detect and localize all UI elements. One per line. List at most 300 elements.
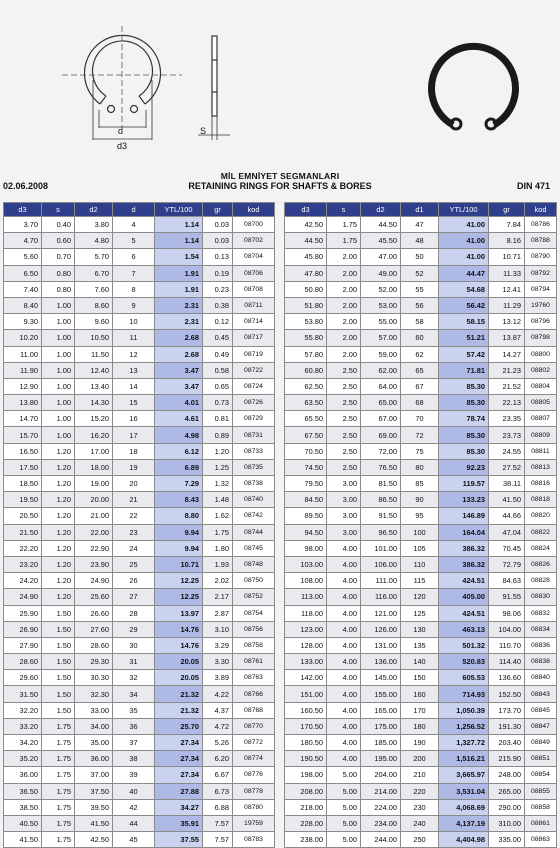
table-cell: 21.00: [75, 508, 113, 524]
table-cell: 30.30: [75, 670, 113, 686]
table-cell: 424.51: [439, 605, 489, 621]
table-cell: 4.00: [327, 751, 361, 767]
table-row: [285, 249, 557, 265]
table-cell: 14.76: [155, 621, 203, 637]
table-cell: 37.50: [75, 783, 113, 799]
table-cell: 4.37: [203, 702, 233, 718]
table-cell: 74.50: [285, 459, 327, 475]
table-row: [285, 395, 557, 411]
table-cell: 131.00: [361, 637, 401, 653]
column-header: d: [113, 203, 155, 217]
table-cell: 47.04: [489, 524, 525, 540]
table-cell: 104.00: [489, 621, 525, 637]
table-cell: 75: [401, 443, 439, 459]
table-cell: 136.60: [489, 670, 525, 686]
table-cell: 5.26: [203, 735, 233, 751]
table-cell: 152.50: [489, 686, 525, 702]
table-cell: 180: [401, 718, 439, 734]
table-row: [285, 605, 557, 621]
table-cell: 19760: [525, 297, 557, 313]
table-cell: 4.00: [327, 718, 361, 734]
table-row: [285, 378, 557, 394]
table-cell: 35: [113, 702, 155, 718]
table-cell: 90: [401, 492, 439, 508]
table-cell: 5.60: [4, 249, 42, 265]
table-cell: 215.90: [489, 751, 525, 767]
table-cell: 9.60: [75, 314, 113, 330]
table-cell: 3.30: [203, 654, 233, 670]
table-cell: 1.20: [42, 508, 75, 524]
table-cell: 31: [113, 654, 155, 670]
table-cell: 11.00: [4, 346, 42, 362]
table-cell: 08790: [525, 249, 557, 265]
table-cell: 0.03: [203, 217, 233, 233]
table-cell: 67: [401, 378, 439, 394]
table-cell: 71.81: [439, 362, 489, 378]
table-cell: 08811: [525, 443, 557, 459]
table-cell: 203.40: [489, 735, 525, 751]
table-cell: 198.00: [285, 767, 327, 783]
table-cell: 3.10: [203, 621, 233, 637]
table-cell: 170: [401, 702, 439, 718]
table-cell: 2.31: [155, 314, 203, 330]
table-cell: 1,327.72: [439, 735, 489, 751]
table-cell: 19.50: [4, 492, 42, 508]
table-cell: 0.12: [203, 314, 233, 330]
table-cell: 1.75: [327, 217, 361, 233]
table-row: [4, 297, 275, 313]
header-row: [0, 181, 560, 193]
table-cell: 50: [401, 249, 439, 265]
table-cell: 13.87: [489, 330, 525, 346]
table-cell: 41.00: [439, 249, 489, 265]
table-row: [4, 670, 275, 686]
table-cell: 21.50: [4, 524, 42, 540]
table-cell: 191.30: [489, 718, 525, 734]
table-row: [4, 443, 275, 459]
table-cell: 10.50: [75, 330, 113, 346]
table-row: [4, 832, 275, 848]
table-cell: 2.00: [327, 265, 361, 281]
table-cell: 0.49: [203, 346, 233, 362]
table-row: [4, 411, 275, 427]
technical-drawing: [0, 0, 560, 180]
column-header: gr: [203, 203, 233, 217]
table-cell: 3,531.04: [439, 783, 489, 799]
table-cell: 28: [113, 605, 155, 621]
table-cell: 08778: [233, 783, 275, 799]
table-row: [285, 265, 557, 281]
table-cell: 19759: [233, 815, 275, 831]
table-cell: 45: [113, 832, 155, 848]
table-cell: 290.00: [489, 799, 525, 815]
table-cell: 3.00: [327, 476, 361, 492]
table-cell: 3.89: [203, 670, 233, 686]
table-cell: 65: [401, 362, 439, 378]
table-cell: 58: [401, 314, 439, 330]
table-cell: 123.00: [285, 621, 327, 637]
table-cell: 5.00: [327, 815, 361, 831]
table-cell: 248.00: [489, 767, 525, 783]
table-cell: 08786: [525, 217, 557, 233]
table-row: [4, 459, 275, 475]
dimension-label-d: d: [118, 126, 124, 136]
table-cell: 386.32: [439, 556, 489, 572]
column-header: gr: [489, 203, 525, 217]
table-cell: 1.20: [42, 443, 75, 459]
table-cell: 08700: [233, 217, 275, 233]
table-row: [4, 815, 275, 831]
table-cell: 4,404.98: [439, 832, 489, 848]
table-row: [285, 411, 557, 427]
table-cell: 24.55: [489, 443, 525, 459]
table-cell: 39: [113, 767, 155, 783]
table-cell: 175.00: [361, 718, 401, 734]
table-cell: 25.70: [155, 718, 203, 734]
table-cell: 08772: [233, 735, 275, 751]
table-cell: 45.50: [361, 233, 401, 249]
table-cell: 55.00: [361, 314, 401, 330]
table-cell: 119.57: [439, 476, 489, 492]
table-cell: 190: [401, 735, 439, 751]
table-cell: 08731: [233, 427, 275, 443]
table-cell: 2.00: [327, 249, 361, 265]
table-cell: 1.50: [42, 621, 75, 637]
table-cell: 9.94: [155, 524, 203, 540]
table-cell: 08729: [233, 411, 275, 427]
table-cell: 44: [113, 815, 155, 831]
table-cell: 22.13: [489, 395, 525, 411]
table-cell: 35.91: [155, 815, 203, 831]
table-cell: 2.50: [327, 443, 361, 459]
table-cell: 81.50: [361, 476, 401, 492]
table-cell: 4.00: [327, 702, 361, 718]
table-cell: 08820: [525, 508, 557, 524]
table-cell: 13.80: [4, 395, 42, 411]
table-cell: 1.00: [42, 330, 75, 346]
table-cell: 22.00: [75, 524, 113, 540]
table-cell: 21.32: [155, 702, 203, 718]
table-cell: 08854: [525, 767, 557, 783]
table-header-row: [285, 203, 557, 217]
table-cell: 3.47: [155, 378, 203, 394]
table-row: [4, 799, 275, 815]
table-cell: 10: [113, 314, 155, 330]
table-cell: 26: [113, 573, 155, 589]
table-row: [285, 443, 557, 459]
table-cell: 08740: [233, 492, 275, 508]
table-cell: 08763: [233, 670, 275, 686]
table-cell: 1.62: [203, 508, 233, 524]
table-cell: 4.00: [327, 686, 361, 702]
table-cell: 3,665.97: [439, 767, 489, 783]
table-cell: 40: [113, 783, 155, 799]
table-cell: 22.90: [75, 540, 113, 556]
table-cell: 08706: [233, 265, 275, 281]
table-cell: 605.53: [439, 670, 489, 686]
table-cell: 27.34: [155, 735, 203, 751]
table-cell: 1.20: [42, 476, 75, 492]
table-cell: 08851: [525, 751, 557, 767]
table-cell: 10.71: [155, 556, 203, 572]
table-cell: 22.20: [4, 540, 42, 556]
table-cell: 3.00: [327, 492, 361, 508]
table-cell: 6.70: [75, 265, 113, 281]
table-cell: 08828: [525, 573, 557, 589]
table-cell: 44.47: [439, 265, 489, 281]
table-cell: 160: [401, 686, 439, 702]
table-cell: 7.40: [4, 281, 42, 297]
table-cell: 1.75: [327, 233, 361, 249]
table-cell: 94.50: [285, 524, 327, 540]
table-cell: 2.00: [327, 330, 361, 346]
table-cell: 21.32: [155, 686, 203, 702]
table-cell: 1.20: [42, 556, 75, 572]
table-cell: 1.93: [203, 556, 233, 572]
table-cell: 08838: [525, 654, 557, 670]
table-cell: 4.00: [327, 605, 361, 621]
table-cell: 29: [113, 621, 155, 637]
table-cell: 1.20: [42, 459, 75, 475]
ring-photo: [431, 46, 515, 129]
table-cell: 47.00: [361, 249, 401, 265]
table-cell: 08818: [525, 492, 557, 508]
table-cell: 16: [113, 411, 155, 427]
table-cell: 1.14: [155, 217, 203, 233]
left-data-table: [3, 202, 275, 848]
table-cell: 1.80: [203, 540, 233, 556]
table-cell: 146.89: [439, 508, 489, 524]
table-cell: 08840: [525, 670, 557, 686]
table-cell: 195.00: [361, 751, 401, 767]
table-cell: 57.00: [361, 330, 401, 346]
table-cell: 40.50: [4, 815, 42, 831]
table-cell: 1.00: [42, 314, 75, 330]
table-cell: 08798: [525, 330, 557, 346]
table-row: [4, 783, 275, 799]
table-cell: 8.40: [4, 297, 42, 313]
table-cell: 1.75: [42, 832, 75, 848]
table-cell: 405.00: [439, 589, 489, 605]
table-cell: 08783: [233, 832, 275, 848]
table-cell: 12.90: [4, 378, 42, 394]
table-row: [285, 459, 557, 475]
table-cell: 0.65: [203, 378, 233, 394]
table-cell: 20.00: [75, 492, 113, 508]
table-cell: 24.90: [4, 589, 42, 605]
table-cell: 42: [113, 799, 155, 815]
table-cell: 14.27: [489, 346, 525, 362]
table-cell: 1.91: [155, 265, 203, 281]
title-turkish: MİL EMNİYET SEGMANLARI: [220, 171, 340, 181]
table-cell: 08813: [525, 459, 557, 475]
table-cell: 68: [401, 395, 439, 411]
table-cell: 3.00: [327, 524, 361, 540]
table-row: [4, 605, 275, 621]
table-cell: 08800: [525, 346, 557, 362]
table-cell: 0.70: [42, 249, 75, 265]
table-cell: 12.41: [489, 281, 525, 297]
column-header: d2: [75, 203, 113, 217]
table-cell: 4,137.19: [439, 815, 489, 831]
table-cell: 118.00: [285, 605, 327, 621]
table-cell: 2.50: [327, 459, 361, 475]
table-row: [285, 735, 557, 751]
table-cell: 20.50: [4, 508, 42, 524]
table-cell: 37.00: [75, 767, 113, 783]
table-cell: 0.23: [203, 281, 233, 297]
table-cell: 126.00: [361, 621, 401, 637]
table-cell: 08863: [525, 832, 557, 848]
table-cell: 36.00: [75, 751, 113, 767]
table-cell: 3.80: [75, 217, 113, 233]
table-row: [285, 670, 557, 686]
table-cell: 0.38: [203, 297, 233, 313]
table-cell: 24.20: [4, 573, 42, 589]
table-cell: 2.50: [327, 411, 361, 427]
table-cell: 501.32: [439, 637, 489, 653]
table-cell: 60.80: [285, 362, 327, 378]
column-header: d3: [285, 203, 327, 217]
table-cell: 9.30: [4, 314, 42, 330]
table-cell: 34.00: [75, 718, 113, 734]
table-cell: 18.50: [4, 476, 42, 492]
table-cell: 08738: [233, 476, 275, 492]
table-cell: 4.00: [327, 540, 361, 556]
table-cell: 34: [113, 686, 155, 702]
table-cell: 51.21: [439, 330, 489, 346]
table-cell: 27.90: [4, 637, 42, 653]
table-cell: 3.70: [4, 217, 42, 233]
table-cell: 47.80: [285, 265, 327, 281]
table-cell: 72: [401, 427, 439, 443]
table-cell: 33.00: [75, 702, 113, 718]
table-row: [4, 767, 275, 783]
table-cell: 335.00: [489, 832, 525, 848]
table-cell: 4.80: [75, 233, 113, 249]
table-cell: 08750: [233, 573, 275, 589]
table-cell: 230: [401, 799, 439, 815]
table-cell: 142.00: [285, 670, 327, 686]
table-cell: 5: [113, 233, 155, 249]
table-cell: 2.00: [327, 297, 361, 313]
table-cell: 2.68: [155, 330, 203, 346]
table-cell: 190.50: [285, 751, 327, 767]
table-row: [4, 654, 275, 670]
table-cell: 08849: [525, 735, 557, 751]
table-cell: 125: [401, 605, 439, 621]
table-cell: 5.00: [327, 767, 361, 783]
table-cell: 32.20: [4, 702, 42, 718]
table-cell: 64.00: [361, 378, 401, 394]
table-cell: 70.45: [489, 540, 525, 556]
table-row: [4, 378, 275, 394]
table-cell: 9: [113, 297, 155, 313]
table-row: [4, 524, 275, 540]
table-cell: 44.50: [285, 233, 327, 249]
table-cell: 96.50: [361, 524, 401, 540]
table-cell: 1.75: [203, 524, 233, 540]
table-cell: 44.66: [489, 508, 525, 524]
table-cell: 11.33: [489, 265, 525, 281]
table-cell: 8.60: [75, 297, 113, 313]
table-cell: 13.40: [75, 378, 113, 394]
table-cell: 240: [401, 815, 439, 831]
table-cell: 11.29: [489, 297, 525, 313]
table-cell: 08776: [233, 767, 275, 783]
table-cell: 1.48: [203, 492, 233, 508]
column-header: kod: [233, 203, 275, 217]
table-cell: 4.70: [4, 233, 42, 249]
table-cell: 34.27: [155, 799, 203, 815]
table-cell: 52: [401, 265, 439, 281]
table-cell: 23.35: [489, 411, 525, 427]
table-row: [285, 281, 557, 297]
table-cell: 150: [401, 670, 439, 686]
table-cell: 0.40: [42, 217, 75, 233]
table-cell: 1.54: [155, 249, 203, 265]
table-row: [285, 314, 557, 330]
table-cell: 234.00: [361, 815, 401, 831]
table-cell: 1.50: [42, 637, 75, 653]
dimension-label-d3: d3: [117, 141, 128, 151]
table-cell: 42.50: [285, 217, 327, 233]
table-row: [285, 767, 557, 783]
table-cell: 1.50: [42, 605, 75, 621]
table-cell: 41.50: [489, 492, 525, 508]
table-cell: 100: [401, 524, 439, 540]
table-cell: 20: [113, 476, 155, 492]
table-cell: 1.25: [203, 459, 233, 475]
table-cell: 12.25: [155, 573, 203, 589]
table-cell: 105: [401, 540, 439, 556]
table-cell: 220: [401, 783, 439, 799]
table-cell: 2.02: [203, 573, 233, 589]
table-cell: 136.00: [361, 654, 401, 670]
table-cell: 32: [113, 670, 155, 686]
table-cell: 4.00: [327, 654, 361, 670]
table-row: [4, 249, 275, 265]
table-cell: 1,516.21: [439, 751, 489, 767]
table-cell: 76.50: [361, 459, 401, 475]
table-cell: 6.73: [203, 783, 233, 799]
table-cell: 6: [113, 249, 155, 265]
table-cell: 89.50: [285, 508, 327, 524]
table-cell: 7.57: [203, 815, 233, 831]
table-cell: 4.00: [327, 621, 361, 637]
table-cell: 14.76: [155, 637, 203, 653]
table-cell: 11.50: [75, 346, 113, 362]
table-cell: 57.42: [439, 346, 489, 362]
table-cell: 08726: [233, 395, 275, 411]
table-row: [285, 476, 557, 492]
table-cell: 4.98: [155, 427, 203, 443]
table-cell: 91.55: [489, 589, 525, 605]
table-cell: 23: [113, 524, 155, 540]
table-cell: 1.75: [42, 751, 75, 767]
table-row: [4, 492, 275, 508]
table-cell: 17: [113, 427, 155, 443]
table-cell: 110.70: [489, 637, 525, 653]
table-cell: 08733: [233, 443, 275, 459]
table-cell: 2.31: [155, 297, 203, 313]
table-row: [285, 573, 557, 589]
table-cell: 23.73: [489, 427, 525, 443]
table-cell: 135: [401, 637, 439, 653]
table-cell: 111.00: [361, 573, 401, 589]
table-cell: 65.50: [285, 411, 327, 427]
table-cell: 3.47: [155, 362, 203, 378]
